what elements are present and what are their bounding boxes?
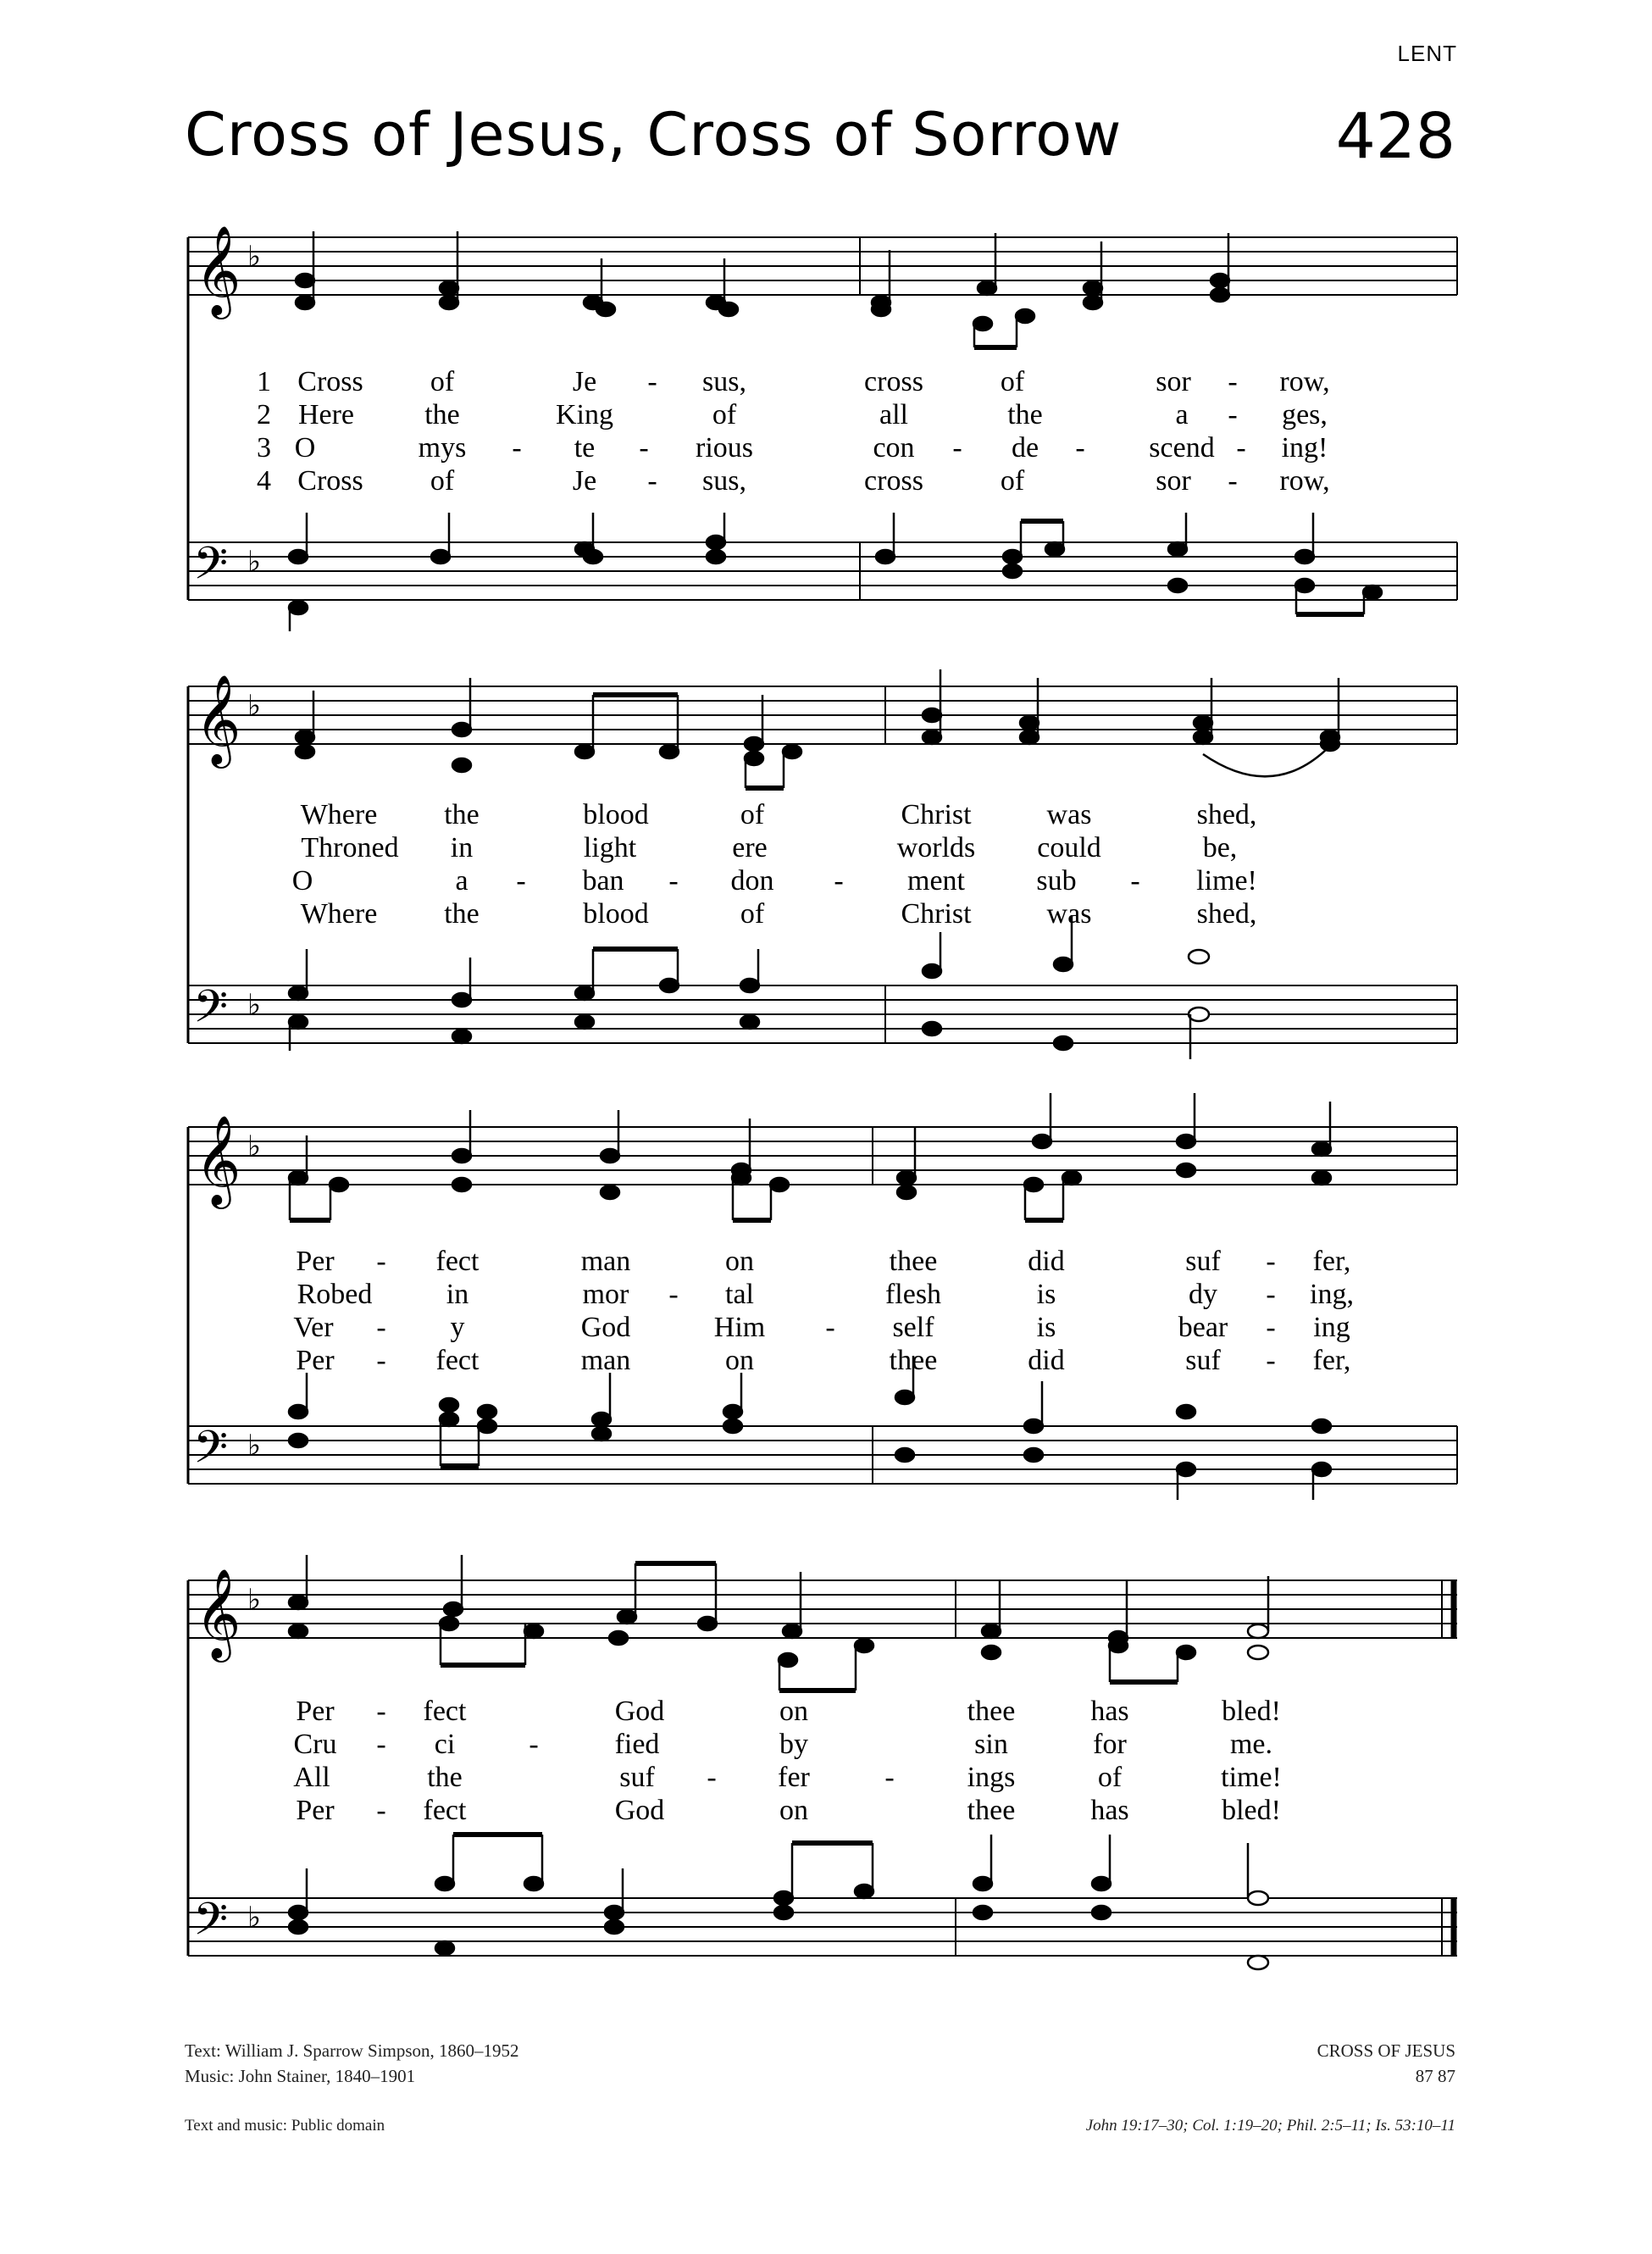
lyric-syllable: on (779, 1795, 808, 1826)
lyric-syllable: ings (967, 1762, 1016, 1793)
lyric-hyphen: - (376, 1795, 386, 1826)
lyric-syllable: sub (1036, 865, 1077, 897)
lyric-hyphen: - (884, 1762, 895, 1793)
lyric-syllable: te (574, 432, 596, 464)
lyric-syllable: has (1090, 1696, 1129, 1727)
lyric-hyphen: - (668, 865, 679, 897)
verse-number: 2 (257, 399, 271, 430)
lyric-syllable: sor (1156, 366, 1191, 397)
lyric-syllable: mor (582, 1279, 629, 1310)
lyric-syllable: was (1046, 898, 1092, 930)
lyric-syllable: Per (296, 1246, 335, 1277)
lyric-syllable: on (779, 1696, 808, 1727)
lyric-syllable: de (1011, 432, 1039, 464)
lyric-hyphen: - (516, 865, 526, 897)
lyric-syllable: rious (696, 432, 753, 464)
svg-text:♭: ♭ (247, 1130, 262, 1163)
lyric-syllable: ere (732, 832, 768, 863)
lyric-syllable: suf (619, 1762, 655, 1793)
lyric-hyphen: - (1266, 1345, 1276, 1376)
lyric-syllable: row, (1279, 366, 1330, 397)
svg-text:𝄞: 𝄞 (195, 1568, 241, 1658)
music-system-2 (0, 644, 1652, 1085)
lyric-syllable: God (614, 1696, 665, 1727)
verse-line (0, 1696, 1652, 1729)
lyric-hyphen: - (1266, 1312, 1276, 1343)
lyric-hyphen: - (825, 1312, 835, 1343)
attribution-credits (185, 2038, 519, 2089)
svg-text:♭: ♭ (247, 545, 262, 579)
lyric-syllable: in (446, 1279, 469, 1310)
lyric-syllable: me. (1229, 1729, 1273, 1760)
verse-line (0, 1762, 1652, 1796)
lyric-syllable: self (892, 1312, 934, 1343)
lyric-syllable: row, (1279, 465, 1330, 497)
section-label: LENT (1397, 41, 1457, 66)
svg-text:𝄞: 𝄞 (195, 674, 241, 764)
lyric-syllable: man (580, 1246, 631, 1277)
lyric-syllable: flesh (884, 1279, 942, 1310)
lyric-syllable: Where (300, 898, 378, 930)
verse-line (0, 865, 1652, 899)
lyric-syllable: the (1007, 399, 1043, 430)
lyric-syllable: y (450, 1312, 465, 1343)
svg-text:𝄢: 𝄢 (193, 981, 229, 1044)
lyric-syllable: Per (296, 1345, 335, 1376)
music-credit: Music: John Stainer, 1840–1901 (185, 2066, 416, 2086)
lyric-syllable: be, (1202, 832, 1238, 863)
lyric-hyphen: - (512, 432, 522, 464)
svg-text:𝄢: 𝄢 (193, 538, 229, 601)
lyric-syllable: bear (1178, 1312, 1228, 1343)
lyric-syllable: the (427, 1762, 463, 1793)
svg-text:♭: ♭ (247, 1901, 262, 1935)
lyric-syllable: on (725, 1345, 754, 1376)
lyric-syllable: Cross (297, 465, 363, 497)
lyric-syllable: fer, (1312, 1246, 1351, 1277)
lyric-syllable: ban (582, 865, 624, 897)
lyric-syllable: thee (967, 1696, 1016, 1727)
lyric-syllable: cross (864, 465, 923, 497)
tune-name: CROSS OF JESUS (1317, 2040, 1455, 2061)
lyric-syllable: fect (423, 1696, 467, 1727)
lyric-syllable: thee (967, 1795, 1016, 1826)
lyric-syllable: sin (974, 1729, 1008, 1760)
lyric-hyphen: - (647, 366, 657, 397)
lyric-hyphen: - (707, 1762, 717, 1793)
lyric-syllable: fer, (1312, 1345, 1351, 1376)
lyric-syllable: Christ (901, 799, 972, 830)
lyric-syllable: ing (1313, 1312, 1350, 1343)
lyric-syllable: a (455, 865, 468, 897)
verse-line (0, 465, 1652, 499)
lyric-syllable: scend (1149, 432, 1215, 464)
lyric-hyphen: - (1236, 432, 1246, 464)
lyric-syllable: bled! (1222, 1795, 1281, 1826)
lyric-hyphen: - (376, 1729, 386, 1760)
lyric-syllable: a (1175, 399, 1189, 430)
lyric-syllable: suf (1185, 1246, 1221, 1277)
lyric-syllable: by (779, 1729, 808, 1760)
lyric-syllable: thee (889, 1345, 938, 1376)
lyric-syllable: Where (300, 799, 378, 830)
lyric-syllable: blood (583, 898, 649, 930)
lyric-syllable: ges, (1282, 399, 1328, 430)
lyric-syllable: suf (1185, 1345, 1221, 1376)
svg-text:♭: ♭ (247, 240, 262, 274)
lyric-syllable: sor (1156, 465, 1191, 497)
lyric-syllable: was (1046, 799, 1092, 830)
lyric-syllable: mys (418, 432, 467, 464)
lyric-hyphen: - (1228, 399, 1238, 430)
verse-line (0, 799, 1652, 833)
lyric-syllable: the (444, 799, 480, 830)
lyric-syllable: could (1037, 832, 1101, 863)
lyric-syllable: of (740, 799, 765, 830)
meter: 87 87 (1415, 2066, 1455, 2086)
lyric-syllable: time! (1221, 1762, 1282, 1793)
lyric-syllable: Throned (301, 832, 399, 863)
svg-text:♭: ♭ (247, 689, 262, 723)
lyric-syllable: thee (889, 1246, 938, 1277)
lyric-hyphen: - (639, 432, 649, 464)
lyric-syllable: worlds (896, 832, 976, 863)
lyric-syllable: fect (435, 1345, 480, 1376)
text-credit: Text: William J. Sparrow Simpson, 1860–1952 (185, 2040, 519, 2061)
verse-line (0, 1279, 1652, 1313)
svg-text:♭: ♭ (247, 988, 262, 1022)
lyric-syllable: tal (725, 1279, 754, 1310)
verse-line (0, 1312, 1652, 1346)
verse-number: 3 (257, 432, 271, 464)
lyric-syllable: Him (713, 1312, 766, 1343)
lyric-syllable: of (1000, 366, 1025, 397)
lyric-syllable: cross (864, 366, 923, 397)
lyric-syllable: sus, (702, 465, 746, 497)
verse-line (0, 898, 1652, 932)
scripture-references: John 19:17–30; Col. 1:19–20; Phil. 2:5–11; Is. 53:10–11 (1085, 2117, 1455, 2135)
lyric-syllable: fect (435, 1246, 480, 1277)
lyric-syllable: All (293, 1762, 330, 1793)
lyric-syllable: Je (572, 465, 597, 497)
lyric-syllable: Christ (901, 898, 972, 930)
lyric-hyphen: - (1075, 432, 1085, 464)
lyric-syllable: is (1036, 1279, 1056, 1310)
verse-line (0, 366, 1652, 400)
lyric-hyphen: - (1228, 366, 1238, 397)
lyric-hyphen: - (834, 865, 844, 897)
lyric-syllable: fer (778, 1762, 810, 1793)
hymn-title: Cross of Jesus, Cross of Sorrow (185, 100, 1123, 169)
verse-number: 1 (257, 366, 271, 397)
verse-line (0, 1795, 1652, 1829)
lyric-syllable: God (614, 1795, 665, 1826)
tune-info (1317, 2038, 1455, 2089)
svg-text:𝄢: 𝄢 (193, 1894, 229, 1957)
lyric-syllable: Per (296, 1696, 335, 1727)
lyric-syllable: Robed (297, 1279, 373, 1310)
lyric-syllable: for (1093, 1729, 1127, 1760)
lyric-syllable: ment (907, 865, 965, 897)
lyric-hyphen: - (1266, 1246, 1276, 1277)
lyric-syllable: don (730, 865, 774, 897)
lyric-syllable: dy (1189, 1279, 1217, 1310)
lyric-syllable: O (294, 432, 316, 464)
svg-text:𝄢: 𝄢 (193, 1422, 229, 1485)
svg-text:♭: ♭ (247, 1429, 262, 1463)
lyric-hyphen: - (1228, 465, 1238, 497)
lyric-syllable: Cross (297, 366, 363, 397)
lyric-syllable: Ver (293, 1312, 334, 1343)
verse-line (0, 1345, 1652, 1379)
lyric-syllable: fect (423, 1795, 467, 1826)
lyric-syllable: of (430, 465, 455, 497)
lyric-syllable: of (740, 898, 765, 930)
lyric-syllable: all (879, 399, 908, 430)
lyric-syllable: God (580, 1312, 631, 1343)
lyric-syllable: shed, (1196, 898, 1257, 930)
copyright-notice: Text and music: Public domain (185, 2117, 385, 2135)
lyric-syllable: ing! (1281, 432, 1328, 464)
lyric-hyphen: - (529, 1729, 539, 1760)
lyric-syllable: Cru (293, 1729, 337, 1760)
lyric-hyphen: - (376, 1246, 386, 1277)
lyric-syllable: blood (583, 799, 649, 830)
lyric-syllable: man (580, 1345, 631, 1376)
lyric-syllable: O (291, 865, 313, 897)
verse-line (0, 1729, 1652, 1763)
lyric-syllable: King (556, 399, 613, 430)
svg-text:♭: ♭ (247, 1583, 262, 1617)
verse-line (0, 432, 1652, 466)
lyric-syllable: on (725, 1246, 754, 1277)
lyric-hyphen: - (1266, 1279, 1276, 1310)
verse-line (0, 832, 1652, 866)
svg-text:𝄞: 𝄞 (195, 1114, 241, 1205)
lyric-syllable: of (1000, 465, 1025, 497)
lyric-syllable: fied (614, 1729, 660, 1760)
verse-line (0, 1246, 1652, 1280)
hymn-number: 428 (1335, 100, 1455, 173)
lyric-syllable: is (1036, 1312, 1056, 1343)
lyric-syllable: did (1028, 1246, 1065, 1277)
lyric-hyphen: - (647, 465, 657, 497)
lyric-syllable: of (712, 399, 737, 430)
lyric-syllable: shed, (1196, 799, 1257, 830)
lyric-syllable: lime! (1196, 865, 1257, 897)
music-system-1 (0, 208, 1652, 631)
lyric-hyphen: - (668, 1279, 679, 1310)
lyric-syllable: Je (572, 366, 597, 397)
lyric-syllable: has (1090, 1795, 1129, 1826)
lyric-syllable: Per (296, 1795, 335, 1826)
music-system-3 (0, 1085, 1652, 1525)
lyric-syllable: of (1097, 1762, 1123, 1793)
lyric-hyphen: - (376, 1345, 386, 1376)
lyric-syllable: in (450, 832, 474, 863)
svg-text:𝄞: 𝄞 (195, 225, 241, 315)
lyric-syllable: ci (434, 1729, 456, 1760)
lyric-syllable: did (1028, 1345, 1065, 1376)
lyric-syllable: the (444, 898, 480, 930)
lyric-syllable: of (430, 366, 455, 397)
lyric-syllable: con (873, 432, 915, 464)
lyric-hyphen: - (376, 1696, 386, 1727)
verse-number: 4 (257, 465, 271, 497)
lyric-syllable: bled! (1222, 1696, 1281, 1727)
verse-line (0, 399, 1652, 433)
lyric-syllable: sus, (702, 366, 746, 397)
music-system-4 (0, 1538, 1652, 2012)
lyric-hyphen: - (1130, 865, 1140, 897)
lyric-syllable: light (583, 832, 637, 863)
lyric-hyphen: - (376, 1312, 386, 1343)
lyric-syllable: Here (297, 399, 355, 430)
lyric-hyphen: - (952, 432, 962, 464)
lyric-syllable: the (424, 399, 460, 430)
lyric-syllable: ing, (1310, 1279, 1354, 1310)
